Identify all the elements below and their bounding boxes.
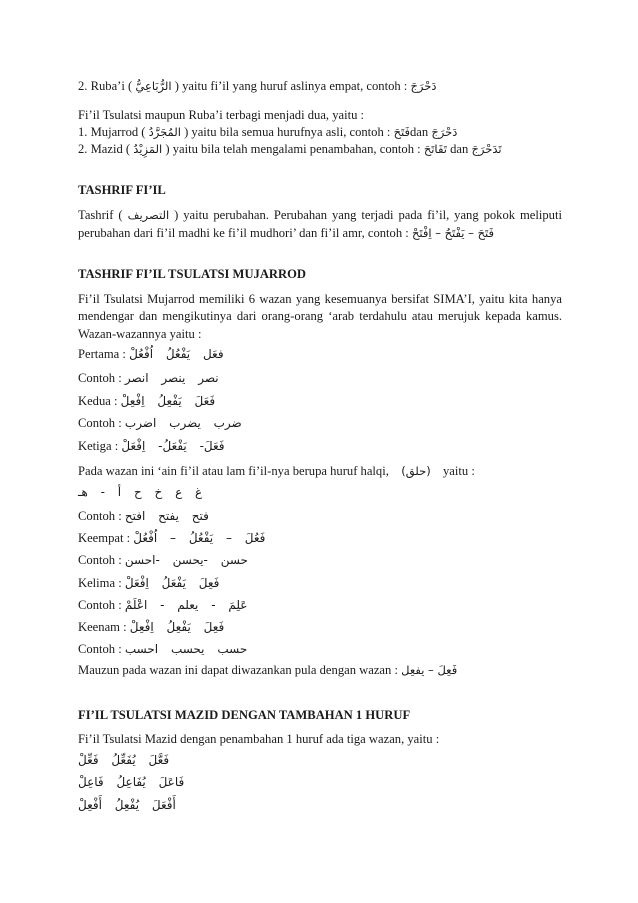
halqi-text: Pada wazan ini ‘ain fi’il atau lam fi’il-nya berupa huruf halqi, xyxy=(78,464,389,478)
heading-tashrif: TASHRIF FI’IL xyxy=(78,183,166,197)
mauzun-line xyxy=(78,662,457,678)
mujarrod-conjunction: dan xyxy=(410,125,429,139)
wazan-arabic: عَلِمَ - يعلم - اعْلَمْ xyxy=(124,598,248,612)
tashrif-arabic-term: التصريف xyxy=(127,208,170,222)
wazan-arabic: ضرب يضرب اضرب xyxy=(124,416,242,430)
mazid-wazan-arabic: فَعَّلَ يُفَعِّلُ فَعِّلْ xyxy=(78,753,170,767)
mazid-example-1: تَفَاتَحَ xyxy=(423,142,447,156)
wazan-label: Keenam : xyxy=(78,620,127,634)
wazan-label: Contoh : xyxy=(78,642,122,656)
wazan-row xyxy=(78,575,219,591)
wazan-row xyxy=(78,370,219,386)
wazan-row xyxy=(78,346,224,362)
halqi-rest: yaitu : xyxy=(443,464,475,478)
halqi-letters-row xyxy=(78,484,202,500)
mazid-prefix: 2. Mazid ( xyxy=(78,142,131,156)
halqi-arabic: (حلق) xyxy=(401,464,431,478)
mujarrod-definition-text: ) yaitu bila semua hurufnya asli, contoh : xyxy=(184,125,391,139)
wazan-row xyxy=(78,597,247,613)
rubai-arabic-term: الرُّبَاعِيُّ xyxy=(135,79,172,93)
wazan-arabic: نصر ينصر انصر xyxy=(124,371,219,385)
mazid-definition-text: ) yaitu bila telah mengalami penambahan, contoh : xyxy=(165,142,421,156)
rubai-definition-line xyxy=(78,78,436,94)
tashrif-example-arabic: فَتَحَ – يَفْتَحُ – اِفْتَحْ xyxy=(411,226,494,240)
wazan-row xyxy=(78,530,265,546)
tashrif-definition-text: ) yaitu perubahan. Perubahan yang terjadi pada fi’il, yang pokok meliputi xyxy=(174,208,562,222)
wazan-row xyxy=(78,641,247,657)
halqi-letters: غ ع خ ح أ - هـ xyxy=(78,485,203,499)
wazan-label: Contoh : xyxy=(78,416,122,430)
heading-tsulatsi-mujarrod: TASHRIF FI’IL TSULATSI MUJARROD xyxy=(78,267,307,281)
wazan-row xyxy=(78,552,248,568)
wazan-arabic: فَعُلَ – يَفْعُلُ – اُفْعُلْ xyxy=(133,531,266,545)
mazid-intro: Fi’il Tsulatsi Mazid dengan penambahan 1 huruf ada tiga wazan, yaitu : xyxy=(78,732,440,746)
mujarrod-para-line-3: Wazan-wazannya yaitu : xyxy=(78,327,202,341)
wazan-label: Keempat : xyxy=(78,531,131,545)
mujarrod-definition-line xyxy=(78,124,457,140)
wazan-arabic: فتح يفتح افتح xyxy=(124,509,209,523)
mazid-arabic-term: المَزِيْدُ xyxy=(133,142,163,156)
wazan-arabic: حسب يحسب احسب xyxy=(124,642,248,656)
wazan-label: Ketiga : xyxy=(78,439,119,453)
tashrif-para-line-2 xyxy=(78,225,494,241)
rubai-example: دَحْرَجَ xyxy=(410,79,437,93)
mazid-definition-line xyxy=(78,141,502,157)
wazan-label: Contoh : xyxy=(78,371,122,385)
mujarrod-example-2: دَحْرَجَ xyxy=(431,125,458,139)
wazan-arabic: فعَل يَفْعُلُ اُفْعُلْ xyxy=(129,347,224,361)
heading-tsulatsi-mazid: FI’IL TSULATSI MAZID DENGAN TAMBAHAN 1 HURUF xyxy=(78,708,411,722)
tashrif-para-line-1 xyxy=(78,207,562,223)
wazan-row xyxy=(78,438,225,454)
tashrif-example-intro: perubahan dari fi’il madhi ke fi’il mudhori’ dan fi’il amr, contoh : xyxy=(78,226,409,240)
wazan-row xyxy=(78,415,242,431)
rubai-prefix: 2. Ruba’i ( xyxy=(78,79,133,93)
rubai-definition-text: ) yaitu fi’il yang huruf aslinya empat, contoh : xyxy=(174,79,408,93)
mujarrod-prefix: 1. Mujarrod ( xyxy=(78,125,146,139)
wazan-label: Contoh : xyxy=(78,598,122,612)
mazid-example-2: تَدَحْرَجَ xyxy=(471,142,502,156)
mauzun-text: Mauzun pada wazan ini dapat diwazankan pula dengan wazan : xyxy=(78,663,398,677)
wazan-row xyxy=(78,508,209,524)
wazan-label: Pertama : xyxy=(78,347,126,361)
mazid-wazan-row xyxy=(78,752,169,768)
mazid-conjunction: dan xyxy=(450,142,469,156)
wazan-row xyxy=(78,393,215,409)
mazid-wazan-arabic: فَاعَلَ يُفَاعِلُ فَاعِلْ xyxy=(78,775,185,789)
mazid-wazan-row xyxy=(78,774,184,790)
mujarrod-example-1: فَتَحَ xyxy=(393,125,410,139)
tashrif-prefix: Tashrif ( xyxy=(78,208,123,222)
wazan-row xyxy=(78,619,224,635)
wazan-arabic: فَعَلَ يَفْعِلُ اِفْعِلْ xyxy=(120,394,216,408)
division-intro-line: Fi’il Tsulatsi maupun Ruba’i terbagi menjadi dua, yaitu : xyxy=(78,108,365,122)
wazan-arabic: فَعِلَ يَفْعِلُ اِفْعِلْ xyxy=(129,620,225,634)
wazan-label: Kedua : xyxy=(78,394,118,408)
mazid-wazan-row xyxy=(78,797,176,813)
wazan-arabic: فَعِلَ يَفْعَلُ اِفْعَلْ xyxy=(124,576,220,590)
wazan-label: Kelima : xyxy=(78,576,122,590)
mazid-wazan-arabic: أَفْعَلَ يُفْعِلُ أَفْعِلْ xyxy=(78,798,176,812)
wazan-label: Contoh : xyxy=(78,509,122,523)
wazan-label: Contoh : xyxy=(78,553,122,567)
wazan-arabic: فَعَلَ- يَفْعَلُ- اِفْعَلْ xyxy=(121,439,225,453)
mujarrod-para-line-2: mendengar dan mengikutinya dari orang-orang ‘arab terdahulu atau merujuk kepada kamus. xyxy=(78,309,562,323)
mujarrod-arabic-term: المُجَرَّدُ xyxy=(148,125,181,139)
mauzun-arabic: فَعِلَ – يفعِل xyxy=(401,663,458,677)
halqi-line xyxy=(78,463,475,479)
mujarrod-para-line-1: Fi’il Tsulatsi Mujarrod memiliki 6 wazan yang kesemuanya bersifat SIMA’I, yaitu kita hanya xyxy=(78,292,562,306)
wazan-arabic: حسن -يحسن -احسن xyxy=(124,553,248,567)
